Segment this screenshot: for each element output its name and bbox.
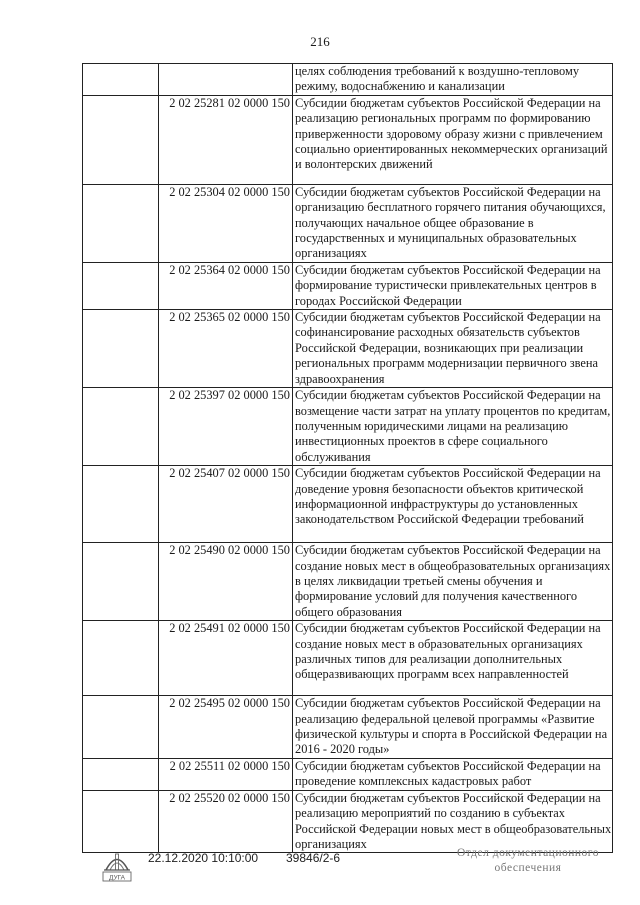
empty-cell <box>83 621 159 696</box>
table-row <box>83 758 613 790</box>
empty-cell <box>83 696 159 759</box>
svg-text:ДУГА: ДУГА <box>108 874 126 882</box>
description-cell: Субсидии бюджетам субъектов Российской Федерации на создание новых мест в образовательных организациях различных типов для реализации дополнительных общеразвивающих программ всех направленностей <box>293 621 613 696</box>
table-row <box>83 310 613 388</box>
description-cell: Субсидии бюджетам субъектов Российской Федерации на организацию бесплатного горячего питания обучающихся, получающих начальное общее образование в государственных и муниципальных образовательных организациях <box>293 184 613 262</box>
table-row <box>83 466 613 543</box>
page-footer <box>0 848 640 898</box>
description-cell: целях соблюдения требований к воздушно-тепловому режиму, водоснабжению и канализации <box>293 64 613 96</box>
table-row <box>83 621 613 696</box>
description-cell: Субсидии бюджетам субъектов Российской Федерации на реализацию федеральной целевой программы «Развитие физической культуры и спорта в Российской Федерации на 2016 - 2020 годы» <box>293 696 613 759</box>
code-cell: 2 02 25281 02 0000 150 <box>159 95 293 184</box>
code-cell: 2 02 25495 02 0000 150 <box>159 696 293 759</box>
stamp-line: Отдел документационного <box>457 847 599 859</box>
budget-classification-table <box>82 63 613 853</box>
table-row <box>83 64 613 96</box>
document-number: 39846/2-6 <box>286 851 341 865</box>
table-row <box>83 388 613 466</box>
description-cell: Субсидии бюджетам субъектов Российской Федерации на возмещение части затрат на уплату процентов по кредитам, полученным юридическими лицами на реализацию инвестиционных проектов в сфере социального обслуживания <box>293 388 613 466</box>
empty-cell <box>83 310 159 388</box>
description-cell: Субсидии бюджетам субъектов Российской Федерации на реализацию региональных программ по формированию приверженности здоровому образу жизни с привлечением социально ориентированных некоммерческих организаций и волонтерских движений <box>293 95 613 184</box>
description-cell: Субсидии бюджетам субъектов Российской Федерации на формирование туристически привлекательных центров в городах Российской Федерации <box>293 262 613 309</box>
duga-logo-icon <box>100 845 134 887</box>
code-cell: 2 02 25511 02 0000 150 <box>159 758 293 790</box>
description-cell: Субсидии бюджетам субъектов Российской Федерации на доведение уровня безопасности объектов критической информационной инфраструктуры до установленных законодательством Российской Федерации требований <box>293 466 613 543</box>
empty-cell <box>83 184 159 262</box>
page-number: 216 <box>310 34 330 49</box>
empty-cell <box>83 262 159 309</box>
print-timestamp: 22.12.2020 10:10:00 <box>148 851 259 865</box>
description-cell: Субсидии бюджетам субъектов Российской Федерации на реализацию мероприятий по созданию в субъектах Российской Федерации новых мест в общеобразовательных организациях <box>293 790 613 853</box>
code-cell: 2 02 25364 02 0000 150 <box>159 262 293 309</box>
description-cell: Субсидии бюджетам субъектов Российской Федерации на проведение комплексных кадастровых работ <box>293 758 613 790</box>
table-row <box>83 184 613 262</box>
code-cell: 2 02 25397 02 0000 150 <box>159 388 293 466</box>
code-cell <box>159 64 293 96</box>
code-cell: 2 02 25365 02 0000 150 <box>159 310 293 388</box>
empty-cell <box>83 64 159 96</box>
table-row <box>83 543 613 621</box>
code-cell: 2 02 25304 02 0000 150 <box>159 184 293 262</box>
table-row <box>83 262 613 309</box>
code-cell: 2 02 25520 02 0000 150 <box>159 790 293 853</box>
empty-cell <box>83 758 159 790</box>
code-cell: 2 02 25490 02 0000 150 <box>159 543 293 621</box>
empty-cell <box>83 543 159 621</box>
empty-cell <box>83 388 159 466</box>
empty-cell <box>83 466 159 543</box>
stamp-line: обеспечения <box>494 862 562 874</box>
empty-cell <box>83 95 159 184</box>
table-row <box>83 790 613 853</box>
code-cell: 2 02 25491 02 0000 150 <box>159 621 293 696</box>
table-row <box>83 95 613 184</box>
department-stamp <box>448 846 608 876</box>
description-cell: Субсидии бюджетам субъектов Российской Федерации на создание новых мест в общеобразовательных организациях в целях ликвидации третьей смены обучения и формирование условий для получения качественного общего образования <box>293 543 613 621</box>
table-row <box>83 696 613 759</box>
empty-cell <box>83 790 159 853</box>
code-cell: 2 02 25407 02 0000 150 <box>159 466 293 543</box>
description-cell: Субсидии бюджетам субъектов Российской Федерации на софинансирование расходных обязательств субъектов Российской Федерации, возникающих при реализации региональных программ модернизации первичного звена здравоохранения <box>293 310 613 388</box>
